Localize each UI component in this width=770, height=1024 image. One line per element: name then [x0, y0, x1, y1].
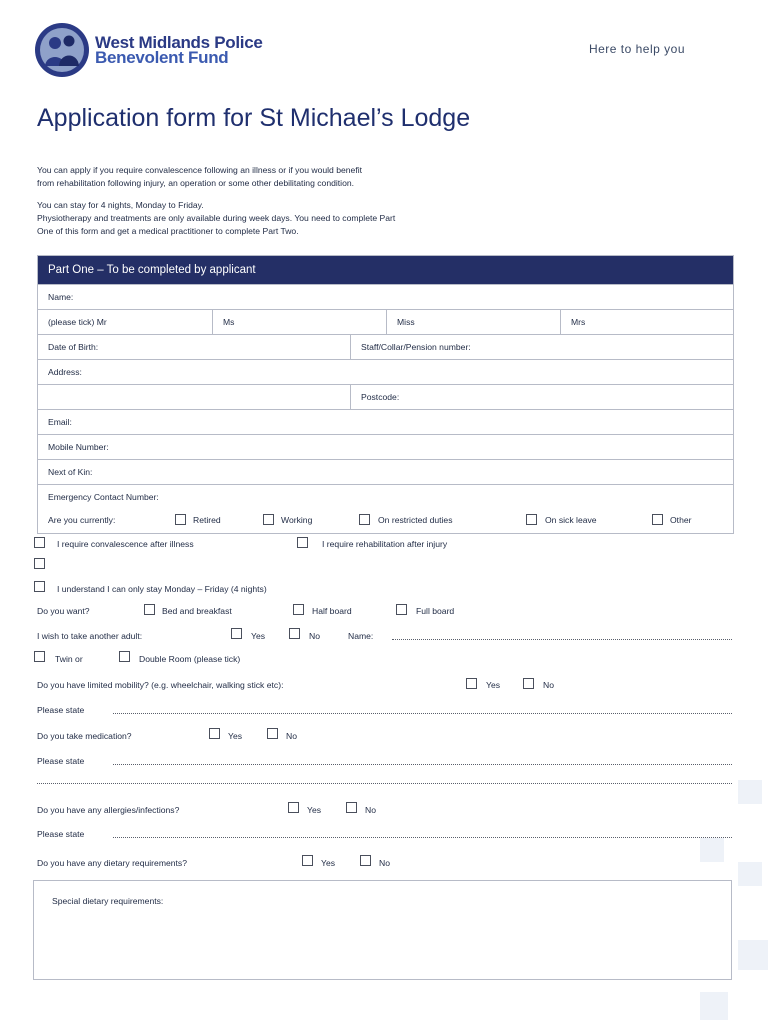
mobility-label: Do you have limited mobility? (e.g. wheelchair, walking stick etc): [37, 680, 284, 690]
mobility-state-line[interactable] [113, 713, 732, 714]
name-field[interactable] [38, 285, 733, 309]
blank-checkbox[interactable] [34, 558, 45, 569]
understand-checkbox[interactable] [34, 581, 45, 592]
decor-square [700, 992, 728, 1020]
rehabilitation-checkbox[interactable] [297, 537, 308, 548]
special-dietary-label: Special dietary requirements: [52, 896, 164, 906]
mobility-no-checkbox[interactable] [523, 678, 534, 689]
tagline: Here to help you [588, 42, 685, 56]
decor-square [738, 862, 762, 886]
intro-line: You can stay for 4 nights, Monday to Friday. [37, 200, 204, 210]
title-row [38, 309, 733, 334]
title-mr-label: (please tick) Mr [48, 317, 107, 327]
working-checkbox[interactable] [263, 514, 274, 525]
bnb-label: Bed and breakfast [162, 606, 232, 616]
intro-line: from rehabilitation following injury, an operation or some other debilitating condition. [37, 178, 355, 188]
email-label: Email: [48, 417, 72, 427]
restricted-duties-checkbox[interactable] [359, 514, 370, 525]
intro-line: You can apply if you require convalescence following an illness or if you would benefit [37, 165, 363, 175]
medication-no-checkbox[interactable] [267, 728, 278, 739]
title-mrs-cell[interactable] [560, 310, 733, 334]
postcode-row [38, 384, 733, 409]
email-field[interactable] [38, 410, 733, 434]
staff-number-field[interactable] [350, 335, 733, 359]
half-board-checkbox[interactable] [293, 604, 304, 615]
name-label: Name: [48, 292, 74, 302]
other-label: Other [670, 515, 692, 525]
half-board-label: Half board [312, 606, 352, 616]
twin-checkbox[interactable] [34, 651, 45, 662]
medication-yes-label: Yes [228, 731, 243, 741]
page-title: Application form for St Michael’s Lodge [37, 104, 471, 132]
part-one-table [37, 255, 734, 534]
rehabilitation-label: I require rehabilitation after injury [322, 539, 448, 549]
mobile-row[interactable] [38, 434, 733, 459]
dietary-no-checkbox[interactable] [360, 855, 371, 866]
dob-label: Date of Birth: [48, 342, 99, 352]
title-miss-label: Miss [397, 317, 415, 327]
address-label: Address: [48, 367, 82, 377]
restricted-duties-label: On restricted duties [378, 515, 453, 525]
twin-label: Twin or [55, 654, 83, 664]
next-of-kin-label: Next of Kin: [48, 467, 93, 477]
allergies-state-label: Please state [37, 829, 85, 839]
medication-no-label: No [286, 731, 297, 741]
next-of-kin-row[interactable] [38, 459, 733, 484]
mobility-no-label: No [543, 680, 554, 690]
dietary-label: Do you have any dietary requirements? [37, 858, 187, 868]
title-mr-cell[interactable] [38, 310, 212, 334]
allergies-state-line[interactable] [113, 837, 732, 838]
dietary-yes-label: Yes [321, 858, 336, 868]
dob-row [38, 334, 733, 359]
medication-label: Do you take medication? [37, 731, 132, 741]
another-adult-yes-label: Yes [251, 631, 266, 641]
emergency-contact-label: Emergency Contact Number: [48, 492, 159, 502]
mobile-field[interactable] [38, 435, 733, 459]
dob-field[interactable] [38, 335, 350, 359]
another-adult-label: I wish to take another adult: [37, 631, 143, 641]
title-mrs-label: Mrs [571, 317, 586, 327]
title-ms-label: Ms [223, 317, 235, 327]
allergies-no-label: No [365, 805, 376, 815]
address-continued-field[interactable] [38, 385, 350, 409]
dietary-no-label: No [379, 858, 390, 868]
name-row[interactable] [38, 284, 733, 309]
address-field[interactable] [38, 360, 733, 384]
understand-label: I understand I can only stay Monday – Friday (4 nights) [57, 584, 267, 594]
postcode-field[interactable] [350, 385, 733, 409]
logo [34, 22, 263, 78]
intro-paragraph-2 [37, 199, 477, 238]
currently-row [38, 509, 733, 533]
next-of-kin-field[interactable] [38, 460, 733, 484]
another-adult-no-label: No [309, 631, 320, 641]
mobility-yes-checkbox[interactable] [466, 678, 477, 689]
email-row[interactable] [38, 409, 733, 434]
decor-square [738, 780, 762, 804]
full-board-label: Full board [416, 606, 455, 616]
decor-square [700, 838, 724, 862]
another-adult-yes-checkbox[interactable] [231, 628, 242, 639]
other-checkbox[interactable] [652, 514, 663, 525]
postcode-label: Postcode: [361, 392, 400, 402]
sick-leave-checkbox[interactable] [526, 514, 537, 525]
title-miss-cell[interactable] [386, 310, 560, 334]
full-board-checkbox[interactable] [396, 604, 407, 615]
currently-label: Are you currently: [48, 515, 116, 525]
bnb-checkbox[interactable] [144, 604, 155, 615]
mobility-state-label: Please state [37, 705, 85, 715]
double-checkbox[interactable] [119, 651, 130, 662]
emergency-contact-field[interactable] [38, 485, 733, 509]
mobile-label: Mobile Number: [48, 442, 109, 452]
medication-state-label: Please state [37, 756, 85, 766]
allergies-yes-label: Yes [307, 805, 322, 815]
another-adult-no-checkbox[interactable] [289, 628, 300, 639]
double-label: Double Room (please tick) [139, 654, 241, 664]
adult-name-label: Name: [348, 631, 374, 641]
title-ms-cell[interactable] [212, 310, 386, 334]
medication-state-line-2[interactable] [37, 783, 732, 784]
intro-line: Physiotherapy and treatments are only available during week days. You need to complete Part [37, 213, 396, 223]
adult-name-line[interactable] [392, 639, 732, 640]
allergies-label: Do you have any allergies/infections? [37, 805, 180, 815]
convalescence-checkbox[interactable] [34, 537, 45, 548]
retired-checkbox[interactable] [175, 514, 186, 525]
emergency-row[interactable] [38, 484, 733, 509]
retired-label: Retired [193, 515, 221, 525]
intro-line: One of this form and get a medical practitioner to complete Part Two. [37, 226, 299, 236]
address-row[interactable] [38, 359, 733, 384]
mobility-yes-label: Yes [486, 680, 501, 690]
special-dietary-box[interactable] [33, 880, 732, 980]
allergies-no-checkbox[interactable] [346, 802, 357, 813]
org-name-line2: Benevolent Fund [95, 48, 229, 67]
medication-yes-checkbox[interactable] [209, 728, 220, 739]
do-you-want-label: Do you want? [37, 606, 90, 616]
org-name-line1: West Midlands Police [95, 33, 263, 52]
part-one-header: Part One – To be completed by applicant [38, 256, 733, 284]
medication-state-line[interactable] [113, 764, 732, 765]
sick-leave-label: On sick leave [545, 515, 597, 525]
convalescence-label: I require convalescence after illness [57, 539, 194, 549]
intro-paragraph-1 [37, 164, 477, 190]
working-label: Working [281, 515, 313, 525]
logo-badge-icon [34, 22, 90, 78]
staff-number-label: Staff/Collar/Pension number: [361, 342, 471, 352]
allergies-yes-checkbox[interactable] [288, 802, 299, 813]
decor-square [738, 940, 768, 970]
dietary-yes-checkbox[interactable] [302, 855, 313, 866]
